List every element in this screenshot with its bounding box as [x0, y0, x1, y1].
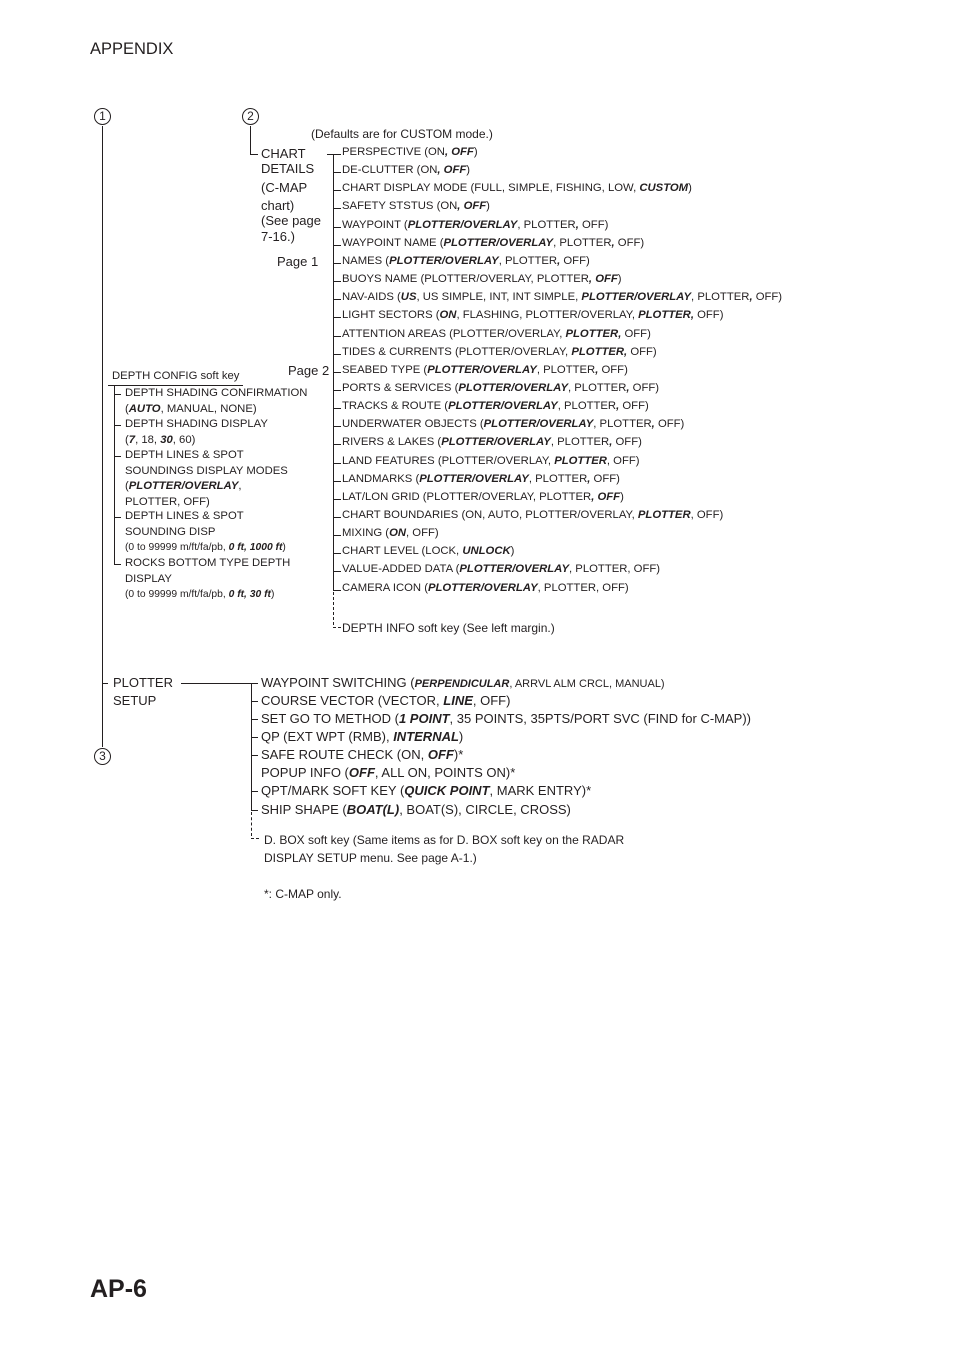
tree-branch-line — [251, 755, 258, 756]
page-number: AP-6 — [90, 1275, 147, 1303]
option-text: , PLOTTER — [691, 291, 750, 303]
option-text: , MANUAL, NONE) — [160, 403, 257, 415]
emphasized-default-text: PLOTTER — [554, 455, 607, 467]
option-text: , PLOTTER, OFF) — [537, 582, 629, 594]
option-text: POPUP INFO ( — [261, 765, 349, 780]
option-text: , PLOTTER — [536, 364, 596, 376]
chart-detail-item — [342, 473, 620, 485]
depth-config-item-line — [125, 464, 288, 480]
tree-branch-line — [251, 737, 258, 738]
chart-detail-item — [342, 491, 624, 503]
option-text: , PLOTTER — [498, 255, 558, 267]
emphasized-default-text: PLOTTER/OVERLAY — [389, 255, 499, 267]
option-text: , PLOTTER — [553, 237, 612, 249]
chart-detail-item — [342, 237, 644, 249]
plotter-setup-label-1: PLOTTER — [113, 675, 173, 690]
tree-branch-line — [114, 394, 121, 395]
option-text: SAFETY STSTUS (ON — [342, 200, 458, 212]
dbox-line-1: D. BOX soft key (Same items as for D. BOX soft key on the RADAR — [264, 833, 625, 847]
emphasized-default-text: ON — [439, 309, 457, 321]
tree-branch-line — [251, 701, 258, 702]
chart-detail-item — [342, 346, 657, 358]
chart-detail-item — [342, 364, 628, 376]
emphasized-default-text: , — [557, 255, 561, 267]
emphasized-default-text: PLOTTER/OVERLAY — [419, 473, 529, 485]
emphasized-default-text: ON — [389, 527, 407, 539]
depth-config-item-line — [125, 540, 286, 556]
chart-details-label-6: 7-16.) — [261, 229, 295, 244]
section-header: APPENDIX — [90, 40, 174, 58]
chart-detail-item — [342, 400, 649, 412]
option-text: , PLOTTER — [517, 219, 576, 231]
tree-branch-line — [114, 517, 121, 518]
chart-details-connector — [250, 126, 251, 154]
emphasized-default-text: , OFF — [588, 273, 618, 285]
option-text: ( — [125, 403, 129, 415]
emphasized-default-text: , — [595, 364, 599, 376]
option-text: LAT/LON GRID (PLOTTER/OVERLAY, PLOTTER — [342, 491, 592, 503]
option-text: , PLOTTER, OFF) — [569, 563, 661, 575]
option-text: OFF) — [621, 328, 651, 340]
option-text: , ALL ON, POINTS ON)* — [374, 765, 516, 780]
emphasized-default-text: PLOTTER/OVERLAY — [458, 382, 568, 394]
chart-details-connector-h — [250, 154, 258, 155]
depth-config-item-line — [125, 587, 274, 603]
chart-detail-item — [342, 509, 723, 521]
option-text: TRACKS & ROUTE ( — [342, 400, 449, 412]
tree-branch-line — [333, 281, 341, 282]
option-text: OFF) — [560, 255, 590, 267]
chart-details-label-4: chart) — [261, 198, 295, 213]
plotter-setup-item — [261, 801, 571, 819]
option-text: RIVERS & LAKES ( — [342, 436, 442, 448]
option-text: OFF) — [614, 237, 645, 249]
option-text: OFF) — [693, 309, 724, 321]
tree-branch-line — [333, 263, 341, 264]
plotter-setup-item — [261, 710, 751, 728]
emphasized-default-text: PLOTTER/OVERLAY — [427, 364, 537, 376]
tree-branch-line — [333, 553, 341, 554]
chart-details-label-1: CHART — [261, 146, 306, 161]
option-text: SEABED TYPE ( — [342, 364, 428, 376]
option-text: MIXING ( — [342, 527, 390, 539]
emphasized-default-text: PLOTTER/OVERLAY — [128, 480, 239, 492]
chart-detail-item — [342, 545, 514, 557]
plotter-setup-item — [261, 692, 510, 710]
emphasized-default-text: PLOTTER/OVERLAY — [407, 219, 518, 231]
option-text: CAMERA ICON ( — [342, 582, 428, 594]
emphasized-default-text: PLOTTER/OVERLAY — [483, 418, 594, 430]
emphasized-default-text: , — [575, 219, 579, 231]
main-tree-line — [102, 126, 103, 747]
option-text: , PLOTTER — [557, 400, 617, 412]
chart-detail-item — [342, 182, 692, 194]
option-text: ) — [282, 542, 286, 553]
option-text: ) — [688, 182, 692, 194]
plotter-setup-item — [261, 674, 665, 693]
option-text: OFF) — [752, 291, 783, 303]
tree-branch-line — [333, 426, 341, 427]
plotter-setup-entry-line — [181, 683, 257, 684]
plotter-setup-branch — [102, 683, 108, 684]
marker-1: 1 — [94, 108, 111, 125]
option-text: COURSE VECTOR (VECTOR, — [261, 693, 444, 708]
depth-config-item-line — [125, 417, 268, 433]
emphasized-default-text: , OFF — [437, 164, 467, 176]
marker-3: 3 — [94, 748, 111, 765]
tree-branch-line — [114, 564, 121, 565]
emphasized-default-text: , — [587, 473, 591, 485]
option-text: ) — [458, 729, 464, 744]
option-text: , OFF) — [690, 509, 724, 521]
chart-detail-item — [342, 527, 439, 539]
tree-branch-line — [333, 208, 341, 209]
emphasized-default-text: , — [749, 291, 753, 303]
tree-branch-line — [333, 499, 341, 500]
option-text: DEPTH LINES & SPOT — [125, 449, 244, 461]
emphasized-default-text: 30 — [160, 434, 173, 446]
option-text: , — [238, 480, 242, 492]
option-text: OFF) — [619, 400, 649, 412]
tree-branch-line — [333, 227, 341, 228]
emphasized-default-text: PLOTTER/OVERLAY — [443, 237, 554, 249]
option-text: OFF) — [627, 346, 657, 358]
depth-config-item-line — [125, 402, 257, 418]
dbox-line-2: DISPLAY SETUP menu. See page A-1.) — [264, 851, 477, 865]
page-1-label: Page 1 — [277, 254, 319, 269]
tree-branch-line — [333, 317, 341, 318]
tree-branch-line — [251, 810, 258, 811]
option-text: SOUNDING DISP — [125, 526, 216, 538]
chart-detail-item — [342, 146, 478, 158]
tree-branch-line — [333, 190, 341, 191]
option-text: LAND FEATURES (PLOTTER/OVERLAY, — [342, 455, 555, 467]
emphasized-default-text: , — [616, 400, 620, 412]
option-text: CHART LEVEL (LOCK, — [342, 545, 463, 557]
option-text: NAV-AIDS ( — [342, 291, 401, 303]
chart-detail-item — [342, 455, 640, 467]
tree-branch-line — [333, 172, 341, 173]
option-text: ROCKS BOTTOM TYPE DEPTH — [125, 557, 291, 569]
option-text: , 35 POINTS, 35PTS/PORT SVC (FIND for C-MAP)) — [449, 711, 752, 726]
tree-branch-line — [333, 535, 341, 536]
option-text: SOUNDINGS DISPLAY MODES — [125, 465, 288, 477]
option-text: WAYPOINT ( — [342, 219, 408, 231]
option-text: ( — [125, 480, 129, 492]
tree-branch-line — [333, 517, 341, 518]
option-text: PORTS & SERVICES ( — [342, 382, 459, 394]
option-text: (0 to 99999 m/ft/fa/pb, — [125, 589, 229, 600]
dbox-connector — [251, 838, 259, 839]
depth-info-connector — [333, 627, 341, 628]
option-text: WAYPOINT SWITCHING ( — [261, 675, 415, 690]
emphasized-default-text: , — [609, 436, 613, 448]
emphasized-default-text: QUICK POINT — [404, 783, 490, 798]
option-text: ) — [270, 589, 275, 600]
emphasized-default-text: PLOTTER, — [571, 346, 628, 358]
option-text: PLOTTER, OFF) — [125, 496, 210, 508]
chart-detail-item — [342, 200, 490, 212]
chart-details-label-2: DETAILS — [261, 161, 315, 176]
defaults-note: (Defaults are for CUSTOM mode.) — [311, 127, 493, 141]
emphasized-default-text: CUSTOM — [639, 182, 689, 194]
chart-detail-item — [342, 291, 782, 303]
option-text: ) — [486, 200, 490, 212]
emphasized-default-text: PLOTTER/OVERLAY — [428, 582, 538, 594]
option-text: ATTENTION AREAS (PLOTTER/OVERLAY, — [342, 328, 566, 340]
plotter-setup-item — [261, 764, 515, 782]
option-text: LIGHT SECTORS ( — [342, 309, 440, 321]
option-text: CHART BOUNDARIES (ON, AUTO, PLOTTER/OVERLAY, — [342, 509, 638, 521]
depth-config-item-line — [125, 525, 215, 541]
chart-detail-item — [342, 382, 659, 394]
tree-branch-line — [114, 425, 121, 426]
option-text: , FLASHING, PLOTTER/OVERLAY, — [456, 309, 639, 321]
option-text: OFF) — [629, 382, 660, 394]
option-text: , PLOTTER — [528, 473, 588, 485]
emphasized-default-text: 7 — [128, 434, 136, 446]
tree-branch-line — [333, 590, 341, 591]
tree-branch-line — [333, 571, 341, 572]
option-text: BUOYS NAME (PLOTTER/OVERLAY, PLOTTER — [342, 273, 589, 285]
option-text: , OFF) — [406, 527, 439, 539]
emphasized-default-text: UNLOCK — [462, 545, 511, 557]
tree-branch-line — [333, 372, 341, 373]
option-text: TIDES & CURRENTS (PLOTTER/OVERLAY, — [342, 346, 572, 358]
option-text: ) — [510, 545, 515, 557]
option-text: QP (EXT WPT (RMB), — [261, 729, 394, 744]
chart-detail-item — [342, 436, 642, 448]
option-text: SHIP SHAPE ( — [261, 802, 347, 817]
emphasized-default-text: PLOTTER/OVERLAY — [441, 436, 551, 448]
option-text: , MARK ENTRY)* — [489, 783, 592, 798]
chart-detail-item — [342, 164, 470, 176]
option-text: SET GO TO METHOD ( — [261, 711, 399, 726]
depth-config-trunk — [114, 386, 115, 564]
chart-items-trunk-dashed — [333, 592, 334, 625]
option-text: , 18, — [135, 434, 161, 446]
option-text: QPT/MARK SOFT KEY ( — [261, 783, 405, 798]
option-text: , OFF) — [606, 455, 640, 467]
emphasized-default-text: OFF — [348, 765, 375, 780]
option-text: OFF) — [590, 473, 620, 485]
tree-branch-line — [333, 444, 341, 445]
option-text: , PLOTTER — [593, 418, 652, 430]
option-text: (0 to 99999 m/ft/fa/pb, — [125, 542, 229, 553]
chart-detail-item — [342, 582, 629, 594]
option-text: ( — [125, 434, 129, 446]
option-text: ) — [473, 146, 478, 158]
chart-detail-item — [342, 418, 684, 430]
emphasized-default-text: PLOTTER — [637, 509, 691, 521]
emphasized-default-text: 1 POINT — [398, 711, 450, 726]
option-text: ) — [466, 164, 471, 176]
option-text: OFF) — [654, 418, 685, 430]
option-text: VALUE-ADDED DATA ( — [342, 563, 460, 575]
emphasized-default-text: , — [611, 237, 615, 249]
tree-branch-line — [251, 791, 258, 792]
option-text: PERSPECTIVE (ON — [342, 146, 445, 158]
tree-branch-line — [333, 408, 341, 409]
page-2-label: Page 2 — [288, 363, 330, 378]
tree-branch-line — [333, 481, 341, 482]
tree-branch-line — [251, 683, 258, 684]
emphasized-default-text: PLOTTER/OVERLAY — [581, 291, 692, 303]
c-map-footnote: *: C-MAP only. — [264, 887, 342, 901]
option-text: SAFE ROUTE CHECK (ON, — [261, 747, 428, 762]
option-text: , OFF) — [472, 693, 511, 708]
depth-config-item-line — [125, 509, 244, 525]
depth-config-item-line — [125, 386, 307, 402]
emphasized-default-text: INTERNAL — [393, 729, 459, 744]
tree-branch-line — [333, 154, 341, 155]
plotter-setup-item — [261, 782, 591, 800]
depth-config-item-line — [125, 479, 242, 495]
emphasized-default-text: , OFF — [457, 200, 487, 212]
chart-details-label-5: (See page — [261, 213, 321, 228]
plotter-setup-label-2: SETUP — [113, 693, 157, 708]
option-text: WAYPOINT NAME ( — [342, 237, 444, 249]
option-text: , 60) — [172, 434, 196, 446]
chart-detail-item — [342, 219, 608, 231]
plotter-setup-item — [261, 728, 463, 746]
emphasized-default-text: US — [400, 291, 417, 303]
option-text: DEPTH SHADING DISPLAY — [125, 418, 268, 430]
emphasized-default-text: BOAT(L) — [346, 802, 400, 817]
depth-config-item-line — [125, 556, 290, 572]
option-text: , US SIMPLE, INT, INT SIMPLE, — [416, 291, 582, 303]
option-text: OFF) — [578, 219, 609, 231]
chart-detail-item — [342, 328, 651, 340]
option-text: , PLOTTER — [568, 382, 627, 394]
option-text: ) — [620, 491, 624, 503]
emphasized-default-text: PLOTTER/OVERLAY — [448, 400, 558, 412]
emphasized-default-text: 0 ft, 1000 ft — [228, 542, 283, 553]
emphasized-default-text: PLOTTER, — [565, 328, 622, 340]
option-text: )* — [453, 747, 464, 762]
chart-detail-item — [342, 273, 622, 285]
emphasized-default-text: AUTO — [128, 403, 161, 415]
option-text: LANDMARKS ( — [342, 473, 420, 485]
tree-branch-line — [333, 354, 341, 355]
tree-branch-line — [114, 456, 121, 457]
tree-branch-line — [333, 390, 341, 391]
emphasized-default-text: , — [651, 418, 655, 430]
depth-info-soft-key: DEPTH INFO soft key (See left margin.) — [342, 621, 555, 635]
plotter-items-trunk-dashed — [251, 812, 252, 836]
emphasized-default-text: , OFF — [591, 491, 621, 503]
option-text: DEPTH LINES & SPOT — [125, 510, 244, 522]
chart-details-label-3: (C-MAP — [261, 180, 308, 195]
tree-branch-line — [333, 299, 341, 300]
emphasized-default-text: OFF — [427, 747, 454, 762]
option-text: CHART DISPLAY MODE (FULL, SIMPLE, FISHING, LOW, — [342, 182, 640, 194]
option-text: , PLOTTER — [550, 436, 610, 448]
chart-detail-item — [342, 255, 590, 267]
option-text: DISPLAY — [125, 573, 172, 585]
option-text: UNDERWATER OBJECTS ( — [342, 418, 484, 430]
tree-branch-line — [333, 463, 341, 464]
option-text: DEPTH SHADING CONFIRMATION — [125, 387, 308, 399]
tree-branch-line — [333, 245, 341, 246]
marker-2: 2 — [242, 108, 259, 125]
option-text: , BOAT(S), CIRCLE, CROSS) — [399, 802, 571, 817]
tree-branch-line — [251, 719, 258, 720]
plotter-setup-item — [261, 746, 463, 764]
emphasized-default-text: , — [626, 382, 630, 394]
option-text: ) — [617, 273, 622, 285]
depth-config-item-line — [125, 572, 172, 588]
option-text: DE-CLUTTER (ON — [342, 164, 438, 176]
depth-config-title: DEPTH CONFIG soft key — [112, 370, 240, 382]
emphasized-default-text: PLOTTER, — [638, 309, 694, 321]
option-text: OFF) — [598, 364, 628, 376]
option-text: NAMES ( — [342, 255, 390, 267]
emphasized-default-text: , OFF — [444, 146, 474, 158]
depth-config-item-line — [125, 448, 244, 464]
emphasized-default-text: 0 ft, 30 ft — [228, 589, 271, 600]
chart-detail-item — [342, 309, 723, 321]
emphasized-default-text: LINE — [443, 693, 473, 708]
option-text: , ARRVL ALM CRCL, MANUAL) — [509, 678, 665, 690]
option-text: OFF) — [612, 436, 642, 448]
chart-detail-item — [342, 563, 660, 575]
tree-branch-line — [333, 336, 341, 337]
depth-config-item-line — [125, 433, 195, 449]
emphasized-default-text: PLOTTER/OVERLAY — [459, 563, 570, 575]
emphasized-default-text: PERPENDICULAR — [414, 678, 510, 690]
